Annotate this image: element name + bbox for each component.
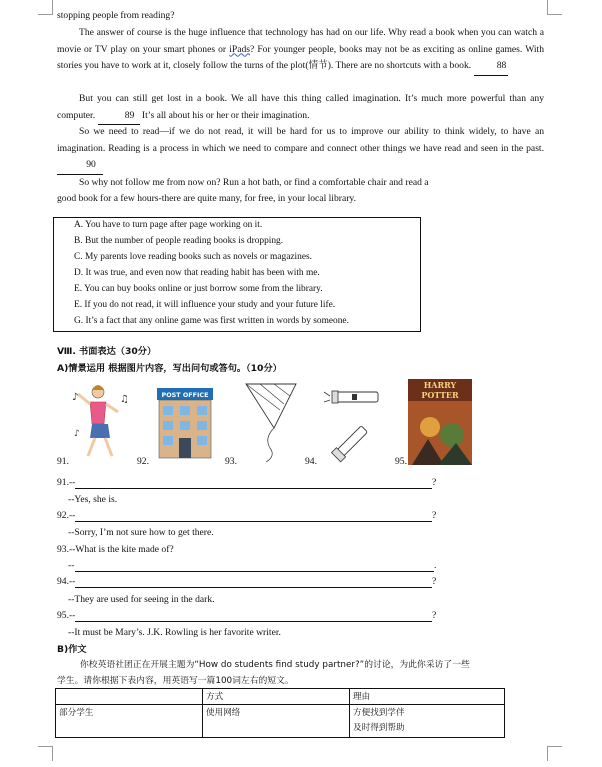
table-cell: 部分学生	[56, 705, 203, 738]
image-label-93: 93.	[225, 456, 237, 467]
svg-text:♪: ♪	[72, 392, 79, 403]
table-header-cell: 理由	[350, 689, 505, 705]
part-b-instruction-2: 学生。请你根据下表内容，用英语写一篇100词左右的短文。	[57, 676, 294, 686]
table-row	[56, 705, 505, 738]
answer-line-91[interactable]	[75, 488, 432, 489]
table-cell: 使用网络	[203, 705, 350, 738]
answer-line-94[interactable]	[75, 587, 432, 588]
passage-paragraph-1: The answer of course is the huge influence that technology has had on our life. Why read a book when you can watch a movie or TV play on your smart phones or iPads? For younger people, books may not be as exciting as online games. With stories you have to work at it, closely follow the turns of the plot(情节). There are no shortcuts with a book. 88	[57, 25, 544, 76]
answer-94: --They are used for seeing in the dark.	[68, 594, 215, 605]
reason-line-1: 方便找到学伴	[353, 708, 405, 718]
study-partner-table	[55, 688, 505, 738]
blank-90[interactable]: 90	[57, 157, 103, 175]
image-label-95: 95.	[395, 456, 407, 467]
part-b-title: B)作文	[57, 644, 87, 655]
flashlight-pictures	[322, 382, 382, 464]
question-mark-95: ?	[432, 610, 437, 621]
answer-91: --Yes, she is.	[68, 494, 118, 505]
table-cell	[350, 705, 505, 738]
post-office-picture	[153, 386, 217, 462]
question-mark-94: ?	[432, 576, 437, 587]
reason-line-2: 及时得到帮助	[353, 723, 405, 733]
question-mark-92: ?	[432, 510, 437, 521]
image-label-94: 94.	[305, 456, 317, 467]
image-label-92: 92.	[137, 456, 149, 467]
image-label-91: 91.	[57, 456, 69, 467]
option-e: E. You can buy books online or just borrow some from the library.	[74, 284, 323, 294]
blank-88[interactable]: 88	[474, 58, 508, 76]
option-a: A. You have to turn page after page working on it.	[74, 220, 263, 230]
dancing-girl-picture	[68, 380, 132, 462]
question-93: 93.--What is the kite made of?	[57, 544, 174, 555]
table-header-row	[56, 689, 505, 705]
question-91: 91.--	[57, 477, 76, 488]
period-93: .	[434, 560, 437, 571]
kite-picture	[240, 380, 302, 464]
passage-paragraph-2: But you can still get lost in a book. We all have this thing called imagination. It’s much more powerful than any computer. 89 It’s all about his or her or their imagination.	[57, 91, 544, 125]
option-b: B. But the number of people reading books is dropping.	[74, 236, 284, 246]
svg-text:♫: ♫	[120, 394, 129, 405]
section-8-title: Ⅷ. 书面表达（30分）	[57, 346, 157, 357]
question-mark-91: ?	[432, 477, 437, 488]
svg-text:♪: ♪	[74, 429, 80, 439]
question-95: 95.--	[57, 610, 76, 621]
answer-line-93[interactable]	[75, 571, 434, 572]
answer-prefix-93: --	[68, 560, 75, 571]
answer-line-95[interactable]	[75, 621, 432, 622]
passage-paragraph-4a: So why not follow me from now on? Run a hot bath, or find a comfortable chair and read a	[79, 177, 429, 188]
option-c: C. My parents love reading books such as novels or magazines.	[74, 252, 312, 262]
question-94: 94.--	[57, 576, 76, 587]
crop-mark-top-right	[547, 0, 562, 15]
table-header-cell: 方式	[203, 689, 350, 705]
option-g: G. It’s a fact that any online game was first written in words by someone.	[74, 316, 349, 326]
table-header-cell	[56, 689, 203, 705]
blank-89[interactable]: 89	[98, 108, 140, 126]
answer-92: --Sorry, I’m not sure how to get there.	[68, 527, 214, 538]
book-title-line-2: POTTER	[421, 390, 459, 400]
question-92: 92.--	[57, 510, 76, 521]
crop-mark-top-left	[38, 0, 53, 15]
options-box	[53, 217, 421, 332]
book-title-line-1: HARRY	[423, 380, 457, 390]
crop-mark-bottom-left	[38, 746, 53, 761]
crop-mark-bottom-right	[547, 746, 562, 761]
passage-paragraph-3: So we need to read—if we do not read, it will be hard for us to improve our ability to think widely, to have an imagination. Reading is a process in which we need to compare and connect other things we have read and seen in the past. 90	[57, 124, 544, 175]
passage-paragraph-4b: good book for a few hours-there are quite many, for free, in your local library.	[57, 193, 356, 204]
passage-line: stopping people from reading?	[57, 10, 175, 21]
harry-potter-book-picture	[408, 379, 472, 465]
part-a-title: A)情景运用 根据图片内容，写出问句或答句。（10分）	[57, 363, 282, 374]
part-b-instruction-1: 你校英语社团正在开展主题为“How do students find study partner?”的讨论，为此你采访了一些	[80, 660, 470, 670]
option-f: E. If you do not read, it will influence your study and your future life.	[74, 300, 336, 310]
answer-line-92[interactable]	[75, 521, 432, 522]
answer-95: --It must be Mary’s. J.K. Rowling is her favorite writer.	[68, 627, 281, 638]
post-office-sign: POST OFFICE	[161, 391, 209, 399]
ipads-word: iPads	[229, 43, 250, 55]
option-d: D. It was true, and even now that reading habit has been with me.	[74, 268, 320, 278]
